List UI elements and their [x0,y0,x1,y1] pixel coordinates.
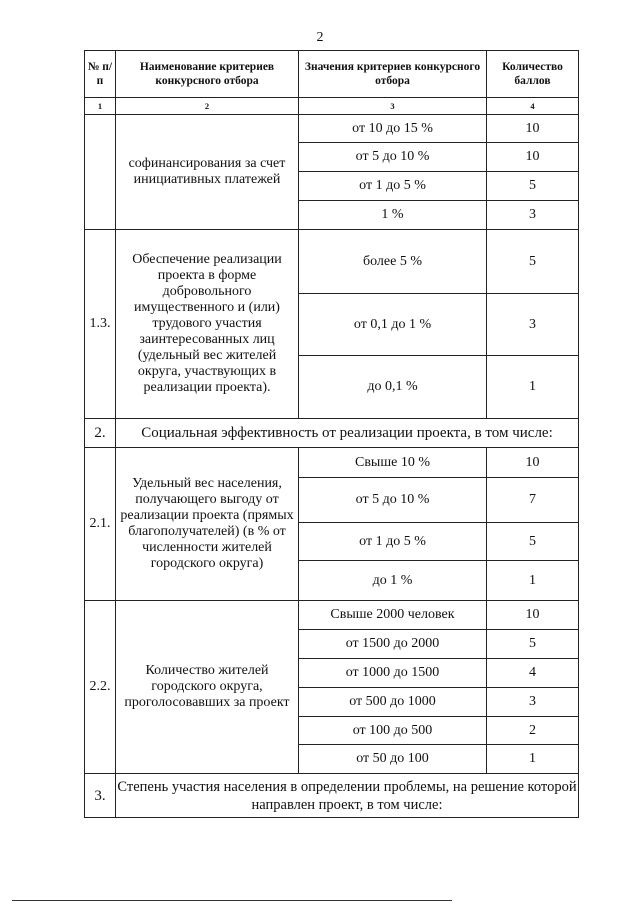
index-cell: 3 [299,98,487,115]
row-number: 2.1. [85,448,116,601]
criterion-score: 10 [487,601,579,630]
criterion-score: 10 [487,448,579,478]
criterion-value: от 0,1 до 1 % [299,294,487,356]
criterion-value: от 5 до 10 % [299,478,487,523]
criterion-2-2-name: Количество жителей городского округа, проголосовавших за проект [116,601,299,774]
footer-divider [12,900,452,901]
index-row [85,98,579,115]
criterion-score: 3 [487,201,579,230]
criterion-cofinancing-name: софинансирования за счет инициативных платежей [116,115,299,230]
index-cell: 4 [487,98,579,115]
criterion-value: до 0,1 % [299,356,487,419]
criterion-score: 1 [487,356,579,419]
criterion-score: 1 [487,745,579,774]
criterion-score: 5 [487,523,579,561]
section-number: 3. [85,774,116,818]
criterion-2-1-name: Удельный вес населения, получающего выгоду от реализации проекта (прямых благополучателей) (в % от численности жителей городского округа) [116,448,299,601]
criterion-value: Свыше 2000 человек [299,601,487,630]
criterion-value: от 500 до 1000 [299,688,487,717]
criterion-1-3-name: Обеспечение реализации проекта в форме добровольного имущественного и (или) трудового участия заинтересованных лиц (удельный вес жителей округа, участвующих в реализации проекта). [116,230,299,419]
criterion-value: от 1500 до 2000 [299,630,487,659]
criterion-value: от 100 до 500 [299,717,487,745]
header-criteria-name: Наименование критериев конкурсного отбора [116,51,299,98]
section-row [85,774,579,818]
section-title: Социальная эффективность от реализации проекта, в том числе: [116,419,579,448]
criterion-value: от 5 до 10 % [299,143,487,172]
criterion-value: от 1 до 5 % [299,172,487,201]
criterion-score: 10 [487,143,579,172]
header-score: Количество баллов [487,51,579,98]
criterion-score: 2 [487,717,579,745]
criterion-value: до 1 % [299,561,487,601]
header-row [85,51,579,98]
criterion-value: от 50 до 100 [299,745,487,774]
section-row [85,419,579,448]
criterion-value: от 1000 до 1500 [299,659,487,688]
criterion-value: Свыше 10 % [299,448,487,478]
index-cell: 1 [85,98,116,115]
criterion-score: 5 [487,172,579,201]
criterion-value: 1 % [299,201,487,230]
criterion-score: 5 [487,230,579,294]
table-row [85,601,579,630]
table-row [85,230,579,294]
criterion-score: 3 [487,294,579,356]
criterion-score: 3 [487,688,579,717]
row-number: 1.3. [85,230,116,419]
criterion-value: от 1 до 5 % [299,523,487,561]
table-row [85,448,579,478]
table-row [85,115,579,143]
criteria-table [84,50,579,818]
page-number: 2 [316,30,324,45]
criterion-score: 7 [487,478,579,523]
criterion-score: 10 [487,115,579,143]
criterion-value: более 5 % [299,230,487,294]
criterion-score: 4 [487,659,579,688]
criterion-score: 1 [487,561,579,601]
index-cell: 2 [116,98,299,115]
row-number-empty [85,115,116,230]
section-title: Степень участия населения в определении проблемы, на решение которой направлен проект, в том числе: [116,774,579,818]
section-number: 2. [85,419,116,448]
header-criteria-values: Значения критериев конкурсного отбора [299,51,487,98]
header-num: № п/п [85,51,116,98]
row-number: 2.2. [85,601,116,774]
criterion-value: от 10 до 15 % [299,115,487,143]
criterion-score: 5 [487,630,579,659]
